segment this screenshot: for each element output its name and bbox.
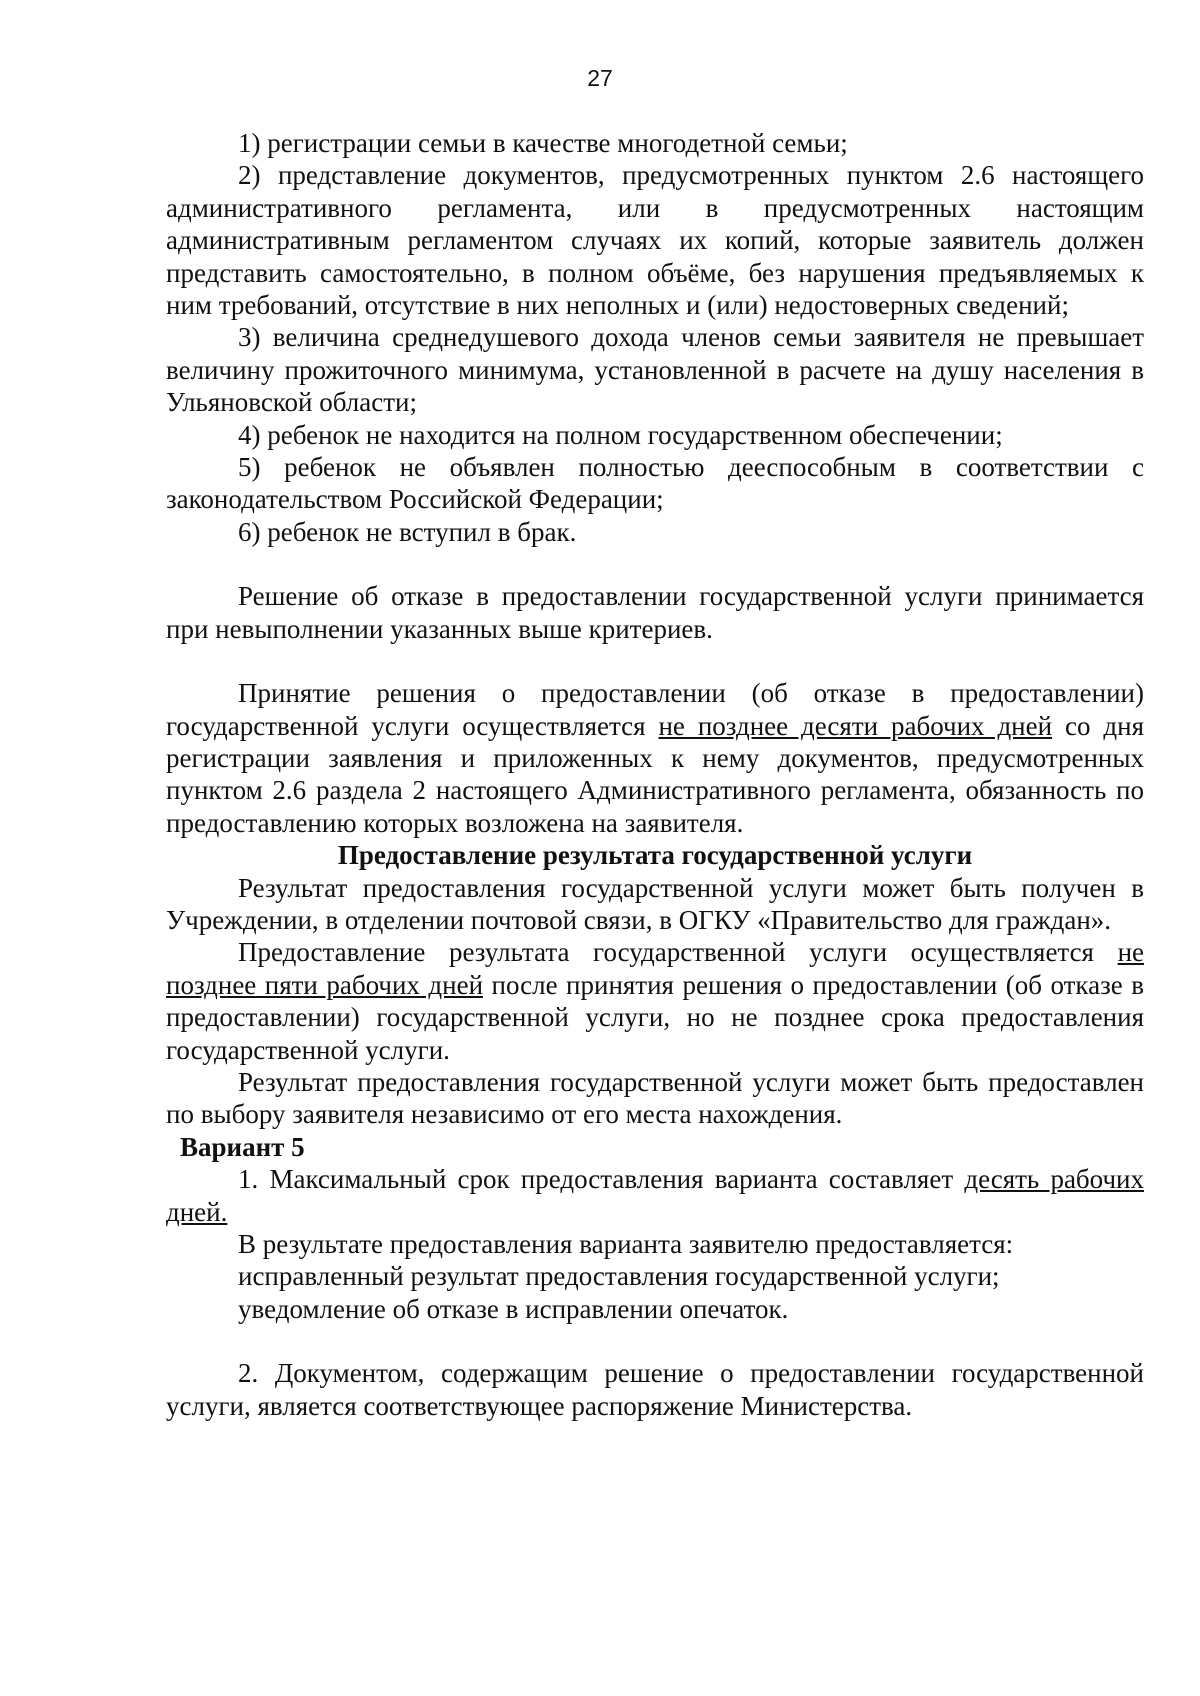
decision-paragraph — [166, 677, 1144, 839]
variant-5-heading: Вариант 5 — [180, 1131, 305, 1162]
criterion-3: 3) величина среднедушевого дохода членов семьи заявителя не превышает величину прожиточного минимума, установленной в расчете на душу населения в Ульяновской области; — [166, 322, 1144, 418]
decision-text-start: Принятие решения о предоставлении (об отказе в предоставлении) государственной услуги осуществляется — [166, 678, 1144, 741]
variant-5-item-1-text: 1. Максимальный срок предоставления варианта составляет — [238, 1164, 965, 1195]
criterion-5: 5) ребенок не объявлен полностью дееспособным в соответствии с законодательством Российской Федерации; — [166, 452, 1144, 515]
variant-5-deadline: десять рабочих дней. — [166, 1164, 1144, 1227]
criterion-2: 2) представление документов, предусмотренных пунктом 2.6 настоящего административного регламента, или в предусмотренных настоящим административным регламентом случаях их копий, которые заявитель должен представить самостоятельно, в полном объёме, без нарушения предъявляемых к ним требований, отсутствие в них неполных и (или) недостоверных сведений; — [166, 160, 1144, 321]
result-p2-start: Предоставление результата государственной услуги осуществляется — [238, 937, 1118, 968]
result-paragraph-2 — [166, 936, 1144, 1066]
variant-5-item-2: 2. Документом, содержащим решение о предоставлении государственной услуги, является соответствующее распоряжение Министерства. — [166, 1358, 1144, 1421]
result-paragraph-3: Результат предоставления государственной услуги может быть предоставлен по выбору заявителя независимо от его места нахождения. — [166, 1066, 1144, 1130]
variant-5-result-item-2: уведомление об отказе в исправлении опечаток. — [238, 1293, 789, 1324]
page-number: 27 — [587, 65, 613, 91]
decision-text-end: со дня регистрации заявления и приложенных к нему документов, предусмотренных пунктом 2.6 раздела 2 настоящего Административного регламента, обязанность по предоставлению которых возложена на заявителя. — [166, 710, 1144, 838]
result-p2-end: после принятия решения о предоставлении (об отказе в предоставлении) государственной услуги, но не позднее срока предоставления государственной услуги. — [166, 969, 1144, 1065]
variant-5-item-1 — [166, 1163, 1144, 1228]
criterion-1: 1) регистрации семьи в качестве многодетной семьи; — [238, 128, 848, 158]
criterion-4: 4) ребенок не находится на полном государственном обеспечении; — [238, 419, 1003, 450]
variant-5-result-intro: В результате предоставления варианта заявителю предоставляется: — [238, 1229, 1014, 1259]
result-section-heading: Предоставление результата государственной услуги — [337, 840, 973, 871]
criterion-6: 6) ребенок не вступил в брак. — [238, 516, 577, 547]
result-paragraph-1: Результат предоставления государственной услуги может быть получен в Учреждении, в отделении почтовой связи, в ОГКУ «Правительство для граждан». — [166, 872, 1144, 935]
document-body — [166, 127, 1144, 1422]
result-deadline: не позднее пяти рабочих дней — [166, 937, 1144, 1000]
decision-deadline: не позднее десяти рабочих дней — [658, 710, 1053, 741]
refusal-paragraph: Решение об отказе в предоставлении государственной услуги принимается при невыполнении указанных выше критериев. — [166, 581, 1144, 644]
variant-5-result-item-1: исправленный результат предоставления государственной услуги; — [238, 1261, 1000, 1292]
